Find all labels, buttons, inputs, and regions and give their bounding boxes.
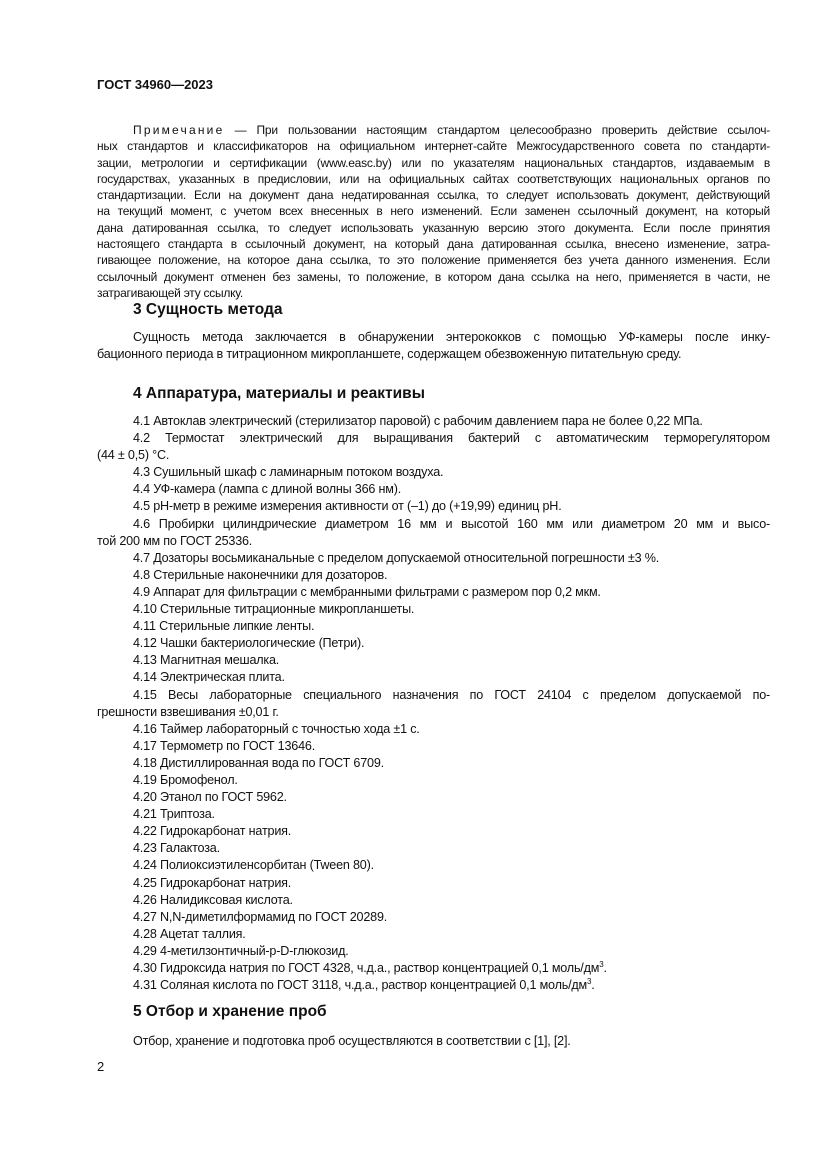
- superscript: 3: [587, 976, 592, 986]
- list-item-line: 4.7 Дозаторы восьмиканальные с пределом допускаемой относительной погрешности ±3 %.: [133, 550, 660, 565]
- note-text: — При пользовании настоящим стандартом целесообразно проверить действие ссылоч-: [224, 123, 770, 137]
- period: .: [603, 961, 607, 975]
- text-line: гивающее положение, на которое дана ссылка, то это положение применяется без учета данного изменения. Если: [97, 253, 770, 268]
- text-line: стандартизации. Если на документ дана недатированная ссылка, то следует использовать документ, действующий: [97, 188, 770, 203]
- note-label: Примечание: [133, 123, 225, 137]
- list-item-line: 4.19 Бромофенол.: [133, 772, 238, 787]
- period: .: [591, 978, 595, 993]
- list-item-line: 4.21 Триптоза.: [133, 807, 215, 822]
- list-item-line: 4.30 Гидроксида натрия по ГОСТ 4328, ч.д.а., раствор концентрацией 0,1 моль/$дм^3$.: [133, 959, 607, 975]
- list-item-line: 4.28 Ацетат таллия.: [133, 926, 246, 941]
- section-4-list: [97, 413, 770, 994]
- list-item-line: 4.10 Стерильные титрационные микропланшеты.: [133, 602, 415, 617]
- list-item-line: грешности взвешивания ±0,01 г.: [97, 704, 279, 719]
- list-item-line: 4.22 Гидрокарбонат натрия.: [133, 824, 292, 839]
- text-line: настоящего стандарта в ссылочный документ, на который дана датированная ссылка, внесено изменение, затра-: [97, 237, 770, 252]
- paragraph-line: Отбор, хранение и подготовка проб осуществляются в соответствии с [1], [2].: [133, 1034, 571, 1048]
- list-item-line: 4.1 Автоклав электрический (стерилизатор паровой) с рабочим давлением пара не более 0,22 МПа.: [133, 414, 703, 428]
- list-item-line: 4.9 Аппарат для фильтрации с мембранными фильтрами с размером пор 0,2 мкм.: [133, 584, 601, 599]
- list-item-line: 4.15 Весы лабораторные специального назначения по ГОСТ 24104 с пределом допускаемой по-: [133, 687, 770, 702]
- text-line: затрагивающей эту ссылку.: [97, 285, 243, 300]
- list-item-line: 4.5 pH-метр в режиме измерения активности от (–1) до (+19,99) единиц pH.: [133, 499, 562, 514]
- text-line: зации, метрологии и сертификации (www.easc.by) или по указателям национальных стандартов, издаваемым в: [97, 155, 770, 170]
- text-line: ных стандартов и классификаторов на официальном интернет-сайте Межгосударственного совета по стандарти-: [97, 139, 770, 154]
- list-item-line: (44 ± 0,5) °С.: [97, 448, 170, 463]
- list-item-line: 4.27 N,N-диметилформамид по ГОСТ 20289.: [133, 909, 388, 924]
- text-line: бационного периода в титрационном микропланшете, содержащем обезвоженную питательную среду.: [97, 347, 682, 362]
- list-item-line: 4.14 Электрическая плита.: [133, 670, 285, 685]
- list-item-line: 4.18 Дистиллированная вода по ГОСТ 6709.: [133, 755, 384, 770]
- list-item-line: той 200 мм по ГОСТ 25336.: [97, 533, 253, 548]
- list-item-line: 4.29 4-метилзонтичный-р-D-глюкозид.: [133, 943, 349, 958]
- text-line: дана датированная ссылка, то следует использовать указанную версию этого документа. Если после принятия: [97, 220, 770, 235]
- list-item-line: 4.31 Соляная кислота по ГОСТ 3118, ч.д.а., раствор концентрацией 0,1 моль/$дм^3$.: [133, 976, 595, 993]
- list-item-line: 4.26 Налидиксовая кислота.: [133, 892, 293, 907]
- list-item-line: 4.20 Этанол по ГОСТ 5962.: [133, 790, 287, 805]
- document-header: ГОСТ 34960—2023: [97, 77, 213, 92]
- section-5-text: [97, 1033, 770, 1050]
- list-item-line: 4.6 Пробирки цилиндрические диаметром 16 мм и высотой 160 мм или диаметром 20 мм и высо-: [133, 516, 770, 531]
- list-item-line: 4.2 Термостат электрический для выращивания бактерий с автоматическим терморегулятором: [133, 431, 770, 446]
- note-line: [97, 122, 770, 138]
- text-line: на текущий момент, с учетом всех внесенных в него изменений. Если заменен ссылочный документ, на который: [97, 204, 770, 219]
- superscript: 3: [599, 959, 604, 969]
- list-item-line: 4.11 Стерильные липкие ленты.: [133, 619, 315, 634]
- note: [97, 122, 770, 301]
- list-item-line: 4.4 УФ-камера (лампа с длиной волны 366 нм).: [133, 482, 402, 497]
- section-3-text: [97, 329, 770, 363]
- list-item-line: 4.8 Стерильные наконечники для дозаторов.: [133, 567, 388, 582]
- text-line: ссылочный документ отменен без замены, то положение, в котором дана ссылка на него, применяется в части, не: [97, 269, 770, 284]
- section-5-heading: 5 Отбор и хранение проб: [133, 1003, 327, 1020]
- text-line: государствах, указанных в предисловии, или на официальных сайтах соответствующих национальных органов по: [97, 171, 770, 186]
- list-item-line: 4.13 Магнитная мешалка.: [133, 653, 280, 668]
- list-item-line: 4.23 Галактоза.: [133, 841, 220, 856]
- list-item-line: 4.25 Гидрокарбонат натрия.: [133, 875, 292, 890]
- section-3-heading: 3 Сущность метода: [133, 301, 283, 318]
- list-item-line: 4.16 Таймер лабораторный с точностью хода ±1 с.: [133, 721, 420, 736]
- list-item-line: 4.3 Сушильный шкаф с ламинарным потоком воздуха.: [133, 465, 444, 480]
- page-number: 2: [97, 1059, 105, 1074]
- list-item-line: 4.12 Чашки бактериологические (Петри).: [133, 636, 365, 651]
- text-line: Сущность метода заключается в обнаружении энтерококков с помощью УФ-камеры после инку-: [133, 330, 770, 344]
- section-4-heading: 4 Аппаратура, материалы и реактивы: [133, 385, 425, 402]
- list-item-line: 4.17 Термометр по ГОСТ 13646.: [133, 738, 315, 753]
- list-item-line: 4.24 Полиоксиэтиленсорбитан (Tween 80).: [133, 858, 374, 873]
